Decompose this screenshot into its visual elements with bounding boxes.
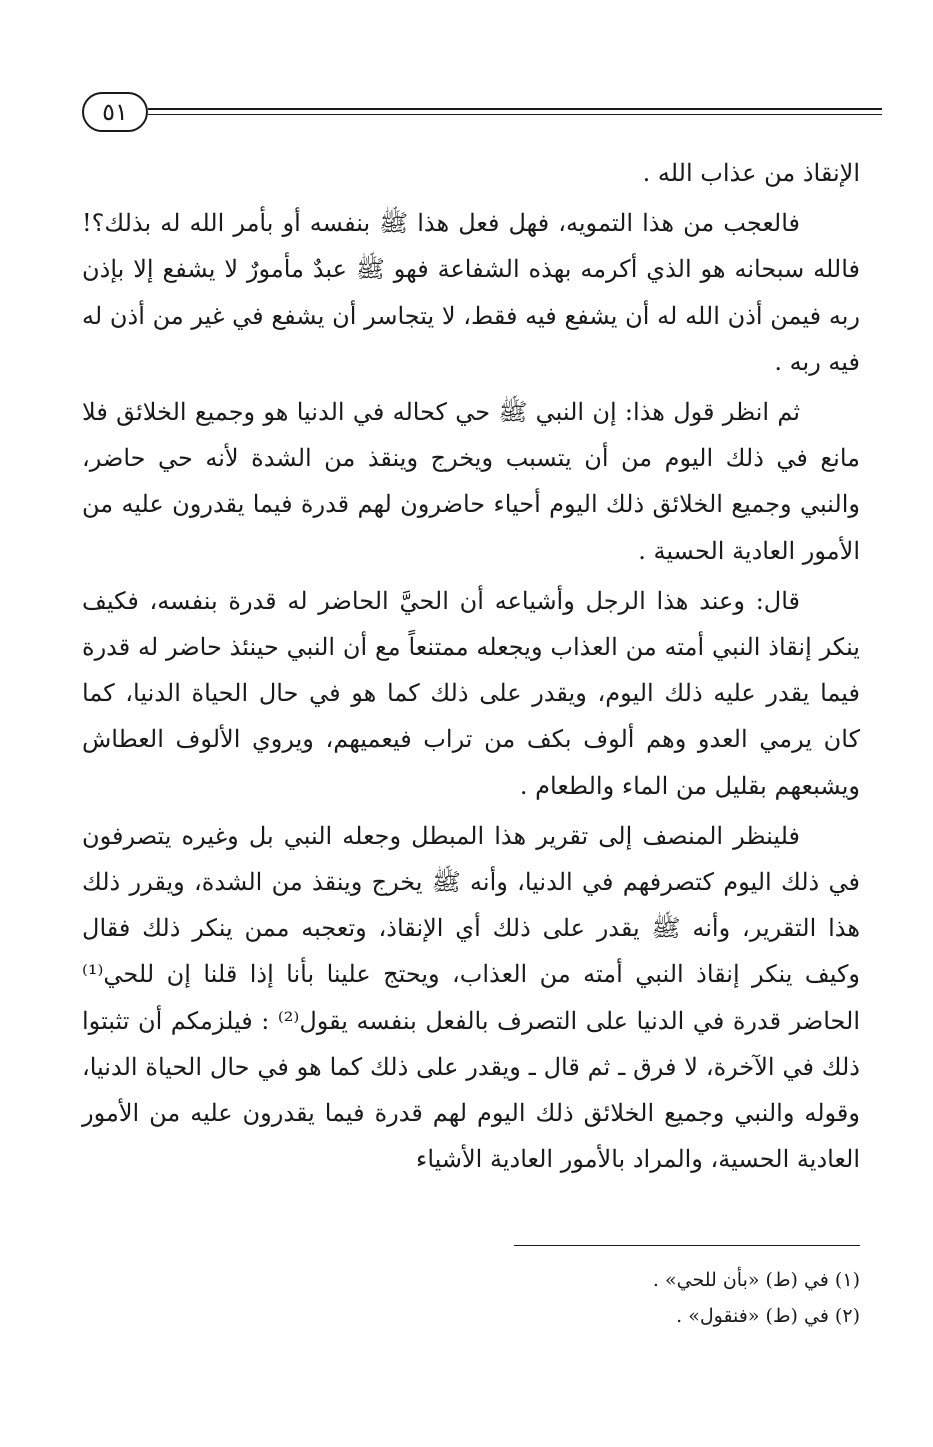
footnote: (٢) في (ط) «فنقول» . (676, 1305, 860, 1327)
paragraph: قال: وعند هذا الرجل وأشياعه أن الحيَّ الحاضر له قدرة بنفسه، فكيف ينكر إنقاذ النبي أمته من العذاب ويجعله ممتنعاً مع أن النبي حينئذ حاضر له قدرة فيما يقدر عليه ذلك اليوم، ويقدر على ذلك كما هو في حال الحياة الدنيا، كما كان يرمي العدو وهم ألوف بكف من تراب فيعميهم، ويروي الألوف العطاش ويشبعهم بقليل من الماء والطعام . (82, 586, 861, 800)
page-header (82, 92, 882, 136)
footnote: (١) في (ط) «بأن للحي» . (652, 1269, 860, 1291)
paragraph: فلينظر المنصف إلى تقرير هذا المبطل وجعله النبي بل وغيره يتصرفون في ذلك اليوم كتصرفهم في الدنيا، وأنه ﷺ يخرج وينقذ من الشدة، ويقرر ذلك هذا التقرير، وأنه ﷺ يقدر على ذلك أي الإنقاذ، وتعجبه ممن ينكر ذلك فقال وكيف ينكر إنقاذ النبي أمته من العذاب، ويحتج علينا بأنا إذا قلنا إن للحي⁽¹⁾ الحاضر قدرة في الدنيا على التصرف بالفعل بنفسه يقول⁽²⁾ : فيلزمكم أن تثبتوا ذلك في الآخرة، لا فرق ـ ثم قال ـ ويقدر على ذلك كما هو في حال الحياة الدنيا، وقوله والنبي وجميع الخلائق ذلك اليوم لهم قدرة فيما يقدرون عليه من الأمور العادية الحسية، والمراد بالأمور العادية الأشياء (82, 821, 860, 1174)
footnotes (400, 1262, 860, 1334)
page-number: ٥١ (82, 92, 148, 132)
header-rule-thin (148, 114, 882, 115)
paragraph: ثم انظر قول هذا: إن النبي ﷺ حي كحاله في الدنيا هو وجميع الخلائق فلا مانع في ذلك اليوم من أن يتسبب ويخرج وينقذ من الشدة لأنه حي حاضر، والنبي وجميع الخلائق ذلك اليوم أحياء حاضرون لهم قدرة فيما يقدرون عليه من الأمور العادية الحسية . (82, 398, 861, 565)
paragraph: الإنقاذ من عذاب الله . (642, 159, 860, 187)
footnote-separator (514, 1245, 860, 1246)
main-text (82, 150, 860, 1182)
paragraph: فالعجب من هذا التمويه، فهل فعل هذا ﷺ بنفسه أو بأمر الله له بذلك؟! فالله سبحانه هو الذي أكرمه بهذه الشفاعة فهو ﷺ عبدٌ مأمورٌ لا يشفع إلا بإذن ربه فيمن أذن الله له أن يشفع فيه فقط، لا يتجاسر أن يشفع في غير من أذن له فيه ربه . (82, 209, 860, 376)
header-rule (148, 108, 882, 110)
